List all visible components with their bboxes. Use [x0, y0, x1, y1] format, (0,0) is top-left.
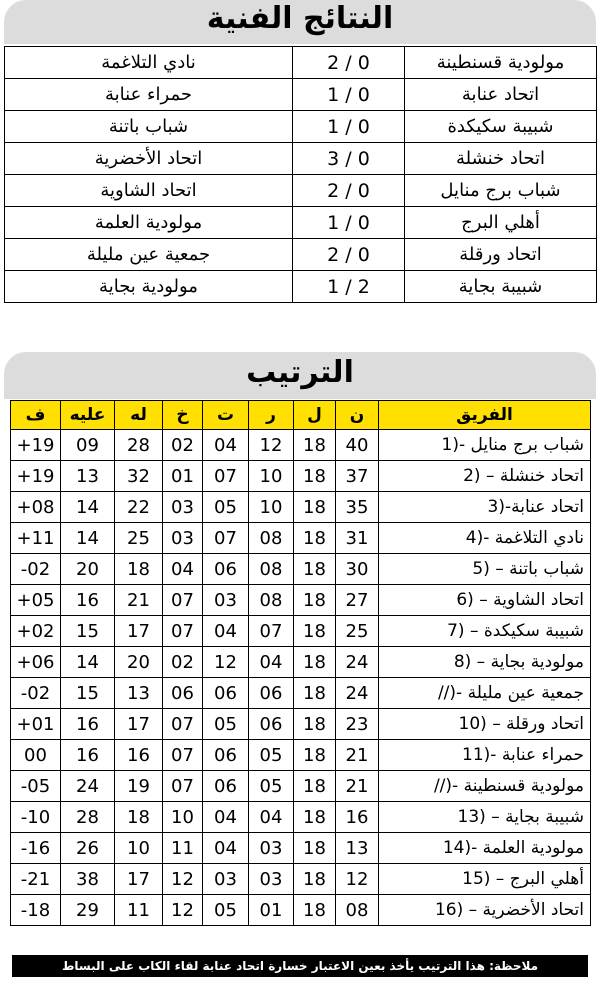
away-team: حمراء عنابة	[5, 79, 293, 111]
col-points: 16	[336, 802, 379, 833]
standings-row	[11, 461, 591, 492]
col-goals-for: 17	[115, 709, 163, 740]
standings-row	[11, 430, 591, 461]
col-won: 10	[249, 461, 294, 492]
col-points: 12	[336, 864, 379, 895]
col-goal-diff: +11	[11, 523, 61, 554]
col-goal-diff-header: ف	[11, 401, 61, 430]
result-row	[5, 79, 597, 111]
home-team: اتحاد عنابة	[405, 79, 597, 111]
col-played: 18	[294, 616, 336, 647]
standings-row	[11, 585, 591, 616]
col-team: 1)- شباب برج منايل	[379, 430, 591, 461]
col-drawn: 03	[203, 585, 249, 616]
col-played: 18	[294, 802, 336, 833]
col-played: 18	[294, 585, 336, 616]
col-lost: 11	[163, 833, 203, 864]
col-team: 2) – اتحاد خنشلة	[379, 461, 591, 492]
col-drawn: 05	[203, 492, 249, 523]
result-row	[5, 239, 597, 271]
home-team: مولودية قسنطينة	[405, 47, 597, 79]
col-team: 6) – اتحاد الشاوية	[379, 585, 591, 616]
away-team: اتحاد الأخضرية	[5, 143, 293, 175]
col-points: 30	[336, 554, 379, 585]
col-won: 04	[249, 647, 294, 678]
col-won: 05	[249, 771, 294, 802]
col-points: 27	[336, 585, 379, 616]
col-played: 18	[294, 523, 336, 554]
col-goal-diff: -18	[11, 895, 61, 926]
col-won: 07	[249, 616, 294, 647]
col-goal-diff: -21	[11, 864, 61, 895]
standings-row	[11, 523, 591, 554]
col-played: 18	[294, 709, 336, 740]
col-goals-against: 16	[61, 585, 115, 616]
away-team: نادي التلاغمة	[5, 47, 293, 79]
away-team: جمعية عين مليلة	[5, 239, 293, 271]
col-points: 21	[336, 771, 379, 802]
standings-row	[11, 740, 591, 771]
standings-row	[11, 554, 591, 585]
col-goals-against: 29	[61, 895, 115, 926]
standings-row	[11, 616, 591, 647]
col-won: 03	[249, 833, 294, 864]
col-won-header: ر	[249, 401, 294, 430]
col-team: 10) – اتحاد ورقلة	[379, 709, 591, 740]
col-drawn: 05	[203, 709, 249, 740]
col-goals-for: 11	[115, 895, 163, 926]
col-goals-against-header: عليه	[61, 401, 115, 430]
result-row	[5, 111, 597, 143]
col-goals-against: 09	[61, 430, 115, 461]
col-lost: 07	[163, 585, 203, 616]
col-goals-against: 38	[61, 864, 115, 895]
result-row	[5, 47, 597, 79]
col-won: 08	[249, 523, 294, 554]
match-score: 1 / 0	[293, 111, 405, 143]
col-team: 11)- حمراء عنابة	[379, 740, 591, 771]
col-lost: 01	[163, 461, 203, 492]
col-goals-for: 32	[115, 461, 163, 492]
col-goals-for: 28	[115, 430, 163, 461]
col-team: 14)- مولودية العلمة	[379, 833, 591, 864]
standings-row	[11, 895, 591, 926]
col-lost: 07	[163, 709, 203, 740]
col-drawn: 07	[203, 461, 249, 492]
col-team: //)- جمعية عين مليلة	[379, 678, 591, 709]
col-won: 05	[249, 740, 294, 771]
col-goal-diff: +19	[11, 461, 61, 492]
col-team-header: الفريق	[379, 401, 591, 430]
home-team: اتحاد خنشلة	[405, 143, 597, 175]
col-goals-against: 24	[61, 771, 115, 802]
col-drawn: 12	[203, 647, 249, 678]
home-team: أهلي البرج	[405, 207, 597, 239]
col-goals-against: 28	[61, 802, 115, 833]
away-team: مولودية بجاية	[5, 271, 293, 303]
col-goals-against: 20	[61, 554, 115, 585]
col-lost: 04	[163, 554, 203, 585]
col-points-header: ن	[336, 401, 379, 430]
col-goals-against: 16	[61, 740, 115, 771]
col-goals-against: 13	[61, 461, 115, 492]
match-score: 2 / 0	[293, 175, 405, 207]
result-row	[5, 175, 597, 207]
standings-row	[11, 709, 591, 740]
col-goals-for: 17	[115, 616, 163, 647]
col-won: 04	[249, 802, 294, 833]
col-lost: 07	[163, 740, 203, 771]
col-goals-against: 14	[61, 647, 115, 678]
col-goals-against: 15	[61, 678, 115, 709]
col-played: 18	[294, 740, 336, 771]
match-score: 1 / 2	[293, 271, 405, 303]
col-played-header: ل	[294, 401, 336, 430]
result-row	[5, 143, 597, 175]
col-played: 18	[294, 554, 336, 585]
col-goals-for: 20	[115, 647, 163, 678]
col-drawn: 05	[203, 895, 249, 926]
col-goal-diff: +05	[11, 585, 61, 616]
col-goals-against: 14	[61, 523, 115, 554]
col-points: 23	[336, 709, 379, 740]
col-goals-against: 16	[61, 709, 115, 740]
col-drawn: 03	[203, 864, 249, 895]
col-goal-diff: -02	[11, 678, 61, 709]
match-score: 2 / 0	[293, 47, 405, 79]
result-row	[5, 271, 597, 303]
standings-note: ملاحظة: هذا الترتيب يأخذ بعين الاعتبار خسارة اتحاد عنابة لقاء الكاب على البساط	[12, 955, 588, 977]
home-team: شبيبة سكيكدة	[405, 111, 597, 143]
away-team: شباب باتنة	[5, 111, 293, 143]
col-drawn: 07	[203, 523, 249, 554]
col-goals-against: 14	[61, 492, 115, 523]
col-goals-for: 17	[115, 864, 163, 895]
col-played: 18	[294, 771, 336, 802]
col-won: 10	[249, 492, 294, 523]
away-team: اتحاد الشاوية	[5, 175, 293, 207]
standings-row	[11, 771, 591, 802]
col-goal-diff: +02	[11, 616, 61, 647]
col-points: 37	[336, 461, 379, 492]
col-lost: 12	[163, 895, 203, 926]
col-goals-for: 18	[115, 554, 163, 585]
col-played: 18	[294, 461, 336, 492]
col-lost: 02	[163, 647, 203, 678]
col-drawn: 06	[203, 771, 249, 802]
col-goals-for-header: له	[115, 401, 163, 430]
match-score: 1 / 0	[293, 207, 405, 239]
col-lost-header: خ	[163, 401, 203, 430]
col-played: 18	[294, 678, 336, 709]
col-goals-for: 19	[115, 771, 163, 802]
col-drawn-header: ت	[203, 401, 249, 430]
col-lost: 02	[163, 430, 203, 461]
col-won: 08	[249, 585, 294, 616]
col-goal-diff: -10	[11, 802, 61, 833]
col-lost: 07	[163, 771, 203, 802]
col-played: 18	[294, 647, 336, 678]
col-goals-for: 16	[115, 740, 163, 771]
standings-row	[11, 864, 591, 895]
col-goal-diff: +19	[11, 430, 61, 461]
results-title: النتائج الفنية	[4, 0, 596, 44]
results-table	[4, 46, 597, 303]
col-won: 01	[249, 895, 294, 926]
col-won: 06	[249, 678, 294, 709]
col-won: 12	[249, 430, 294, 461]
standings-row	[11, 802, 591, 833]
col-team: 13) – شبيبة بجاية	[379, 802, 591, 833]
col-goal-diff: 00	[11, 740, 61, 771]
col-goals-for: 10	[115, 833, 163, 864]
col-lost: 10	[163, 802, 203, 833]
col-team: //)- مولودية قسنطينة	[379, 771, 591, 802]
col-team: 7) – شبيبة سكيكدة	[379, 616, 591, 647]
col-drawn: 04	[203, 802, 249, 833]
col-drawn: 06	[203, 554, 249, 585]
col-played: 18	[294, 864, 336, 895]
col-goals-against: 26	[61, 833, 115, 864]
col-drawn: 04	[203, 616, 249, 647]
standings-row	[11, 678, 591, 709]
col-points: 24	[336, 647, 379, 678]
col-goals-for: 21	[115, 585, 163, 616]
col-goals-for: 18	[115, 802, 163, 833]
col-points: 35	[336, 492, 379, 523]
col-team: 4)- نادي التلاغمة	[379, 523, 591, 554]
col-team: 8) – مولودية بجاية	[379, 647, 591, 678]
col-lost: 03	[163, 492, 203, 523]
standings-row	[11, 833, 591, 864]
result-row	[5, 207, 597, 239]
col-goals-against: 15	[61, 616, 115, 647]
standings-row	[11, 647, 591, 678]
col-team: 5) – شباب باتنة	[379, 554, 591, 585]
col-goals-for: 13	[115, 678, 163, 709]
home-team: شباب برج منايل	[405, 175, 597, 207]
col-drawn: 06	[203, 740, 249, 771]
standings-table	[10, 400, 591, 926]
col-goal-diff: +08	[11, 492, 61, 523]
col-points: 31	[336, 523, 379, 554]
match-score: 3 / 0	[293, 143, 405, 175]
col-drawn: 04	[203, 833, 249, 864]
col-played: 18	[294, 430, 336, 461]
col-lost: 03	[163, 523, 203, 554]
standings-row	[11, 492, 591, 523]
col-goals-for: 25	[115, 523, 163, 554]
col-drawn: 06	[203, 678, 249, 709]
col-points: 13	[336, 833, 379, 864]
col-won: 06	[249, 709, 294, 740]
col-played: 18	[294, 833, 336, 864]
col-goal-diff: -16	[11, 833, 61, 864]
col-lost: 12	[163, 864, 203, 895]
col-won: 03	[249, 864, 294, 895]
col-goals-for: 22	[115, 492, 163, 523]
col-points: 08	[336, 895, 379, 926]
col-points: 40	[336, 430, 379, 461]
col-won: 08	[249, 554, 294, 585]
col-goal-diff: -02	[11, 554, 61, 585]
home-team: اتحاد ورقلة	[405, 239, 597, 271]
col-drawn: 04	[203, 430, 249, 461]
col-team: 16) – اتحاد الأخضرية	[379, 895, 591, 926]
col-points: 25	[336, 616, 379, 647]
col-goal-diff: -05	[11, 771, 61, 802]
away-team: مولودية العلمة	[5, 207, 293, 239]
standings-title: الترتيب	[4, 352, 596, 399]
match-score: 2 / 0	[293, 239, 405, 271]
col-lost: 07	[163, 616, 203, 647]
col-goal-diff: +01	[11, 709, 61, 740]
col-played: 18	[294, 492, 336, 523]
col-points: 24	[336, 678, 379, 709]
col-points: 21	[336, 740, 379, 771]
match-score: 1 / 0	[293, 79, 405, 111]
col-team: 3)-اتحاد عنابة	[379, 492, 591, 523]
col-played: 18	[294, 895, 336, 926]
col-goal-diff: +06	[11, 647, 61, 678]
home-team: شبيبة بجاية	[405, 271, 597, 303]
col-lost: 06	[163, 678, 203, 709]
col-team: 15) – أهلي البرج	[379, 864, 591, 895]
